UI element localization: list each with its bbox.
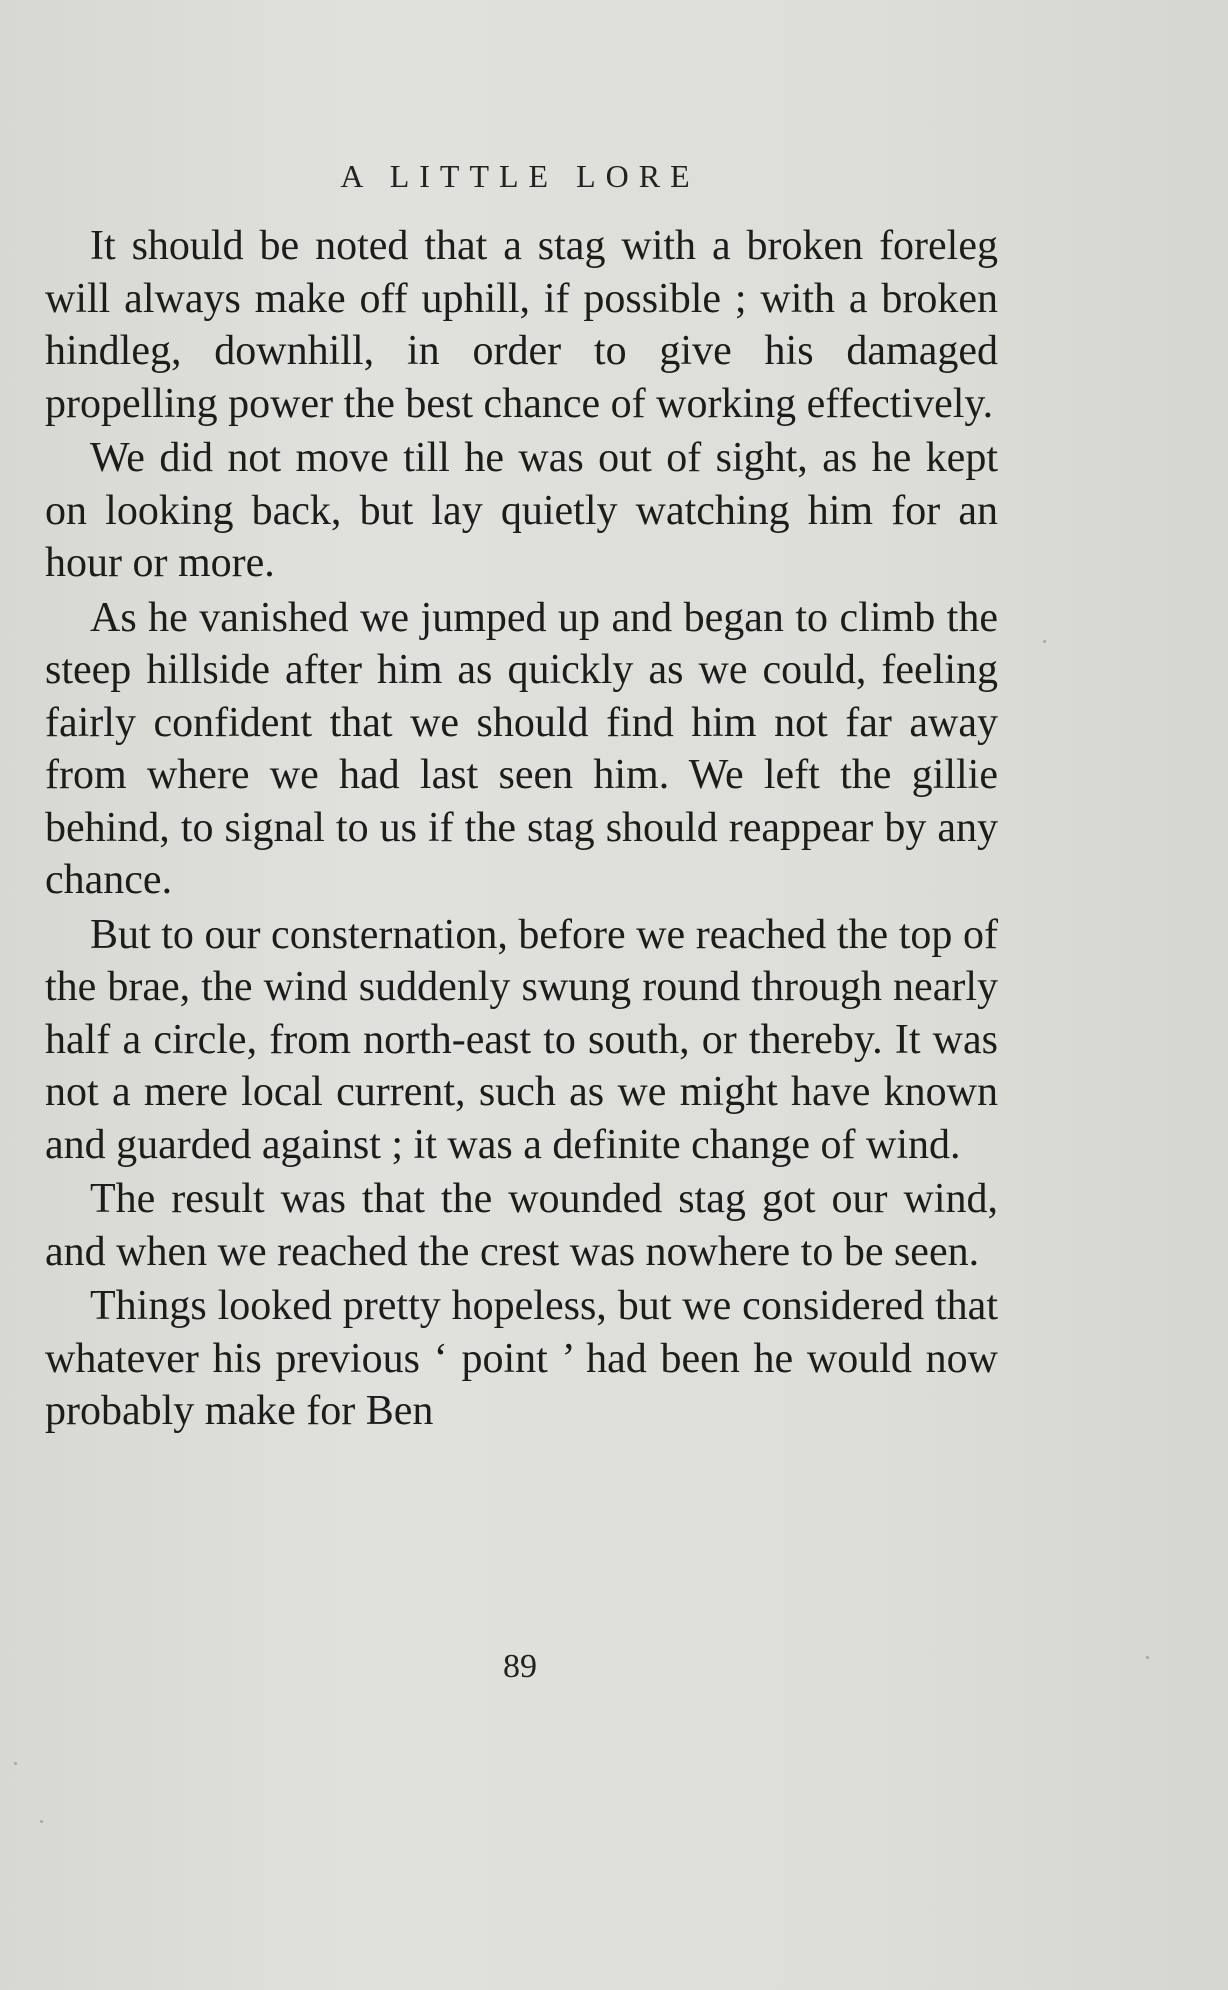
running-head: A LITTLE LORE — [340, 158, 700, 194]
paragraph: The result was that the wounded stag got our wind, and when we reached the crest was nowhere to be seen. — [45, 1176, 998, 1275]
paper-speck — [14, 1762, 17, 1765]
paper-speck — [1146, 1656, 1149, 1659]
paragraph: Things looked pretty hopeless, but we considered that whatever his previous ‘ point ’ had been he would now probably make for Ben — [45, 1283, 998, 1434]
paper-speck — [1043, 640, 1046, 643]
paragraph: As he vanished we jumped up and began to climb the steep hillside after him as quickly as we could, feeling fairly confident that we should find him not far away from where we had last seen him. We left the gillie behind, to signal to us if the stag should reappear by any chance. — [45, 594, 998, 903]
page-number: 89 — [503, 1648, 537, 1685]
paragraph: But to our consternation, before we reached the top of the brae, the wind suddenly swung round through nearly half a circle, from north-east to south, or thereby. It was not a mere local current, such as we might have known and guarded against ; it was a definite change of wind. — [45, 911, 998, 1168]
paper-speck — [40, 1820, 43, 1823]
paragraph: It should be noted that a stag with a broken foreleg will always make off uphill, if possible ; with a broken hindleg, downhill, in order to give his damaged propelling power the best chance of working effectively. — [45, 223, 998, 427]
body-text — [45, 220, 998, 1440]
paragraph: We did not move till he was out of sight, as he kept on looking back, but lay quietly watching him for an hour or more. — [45, 435, 998, 586]
